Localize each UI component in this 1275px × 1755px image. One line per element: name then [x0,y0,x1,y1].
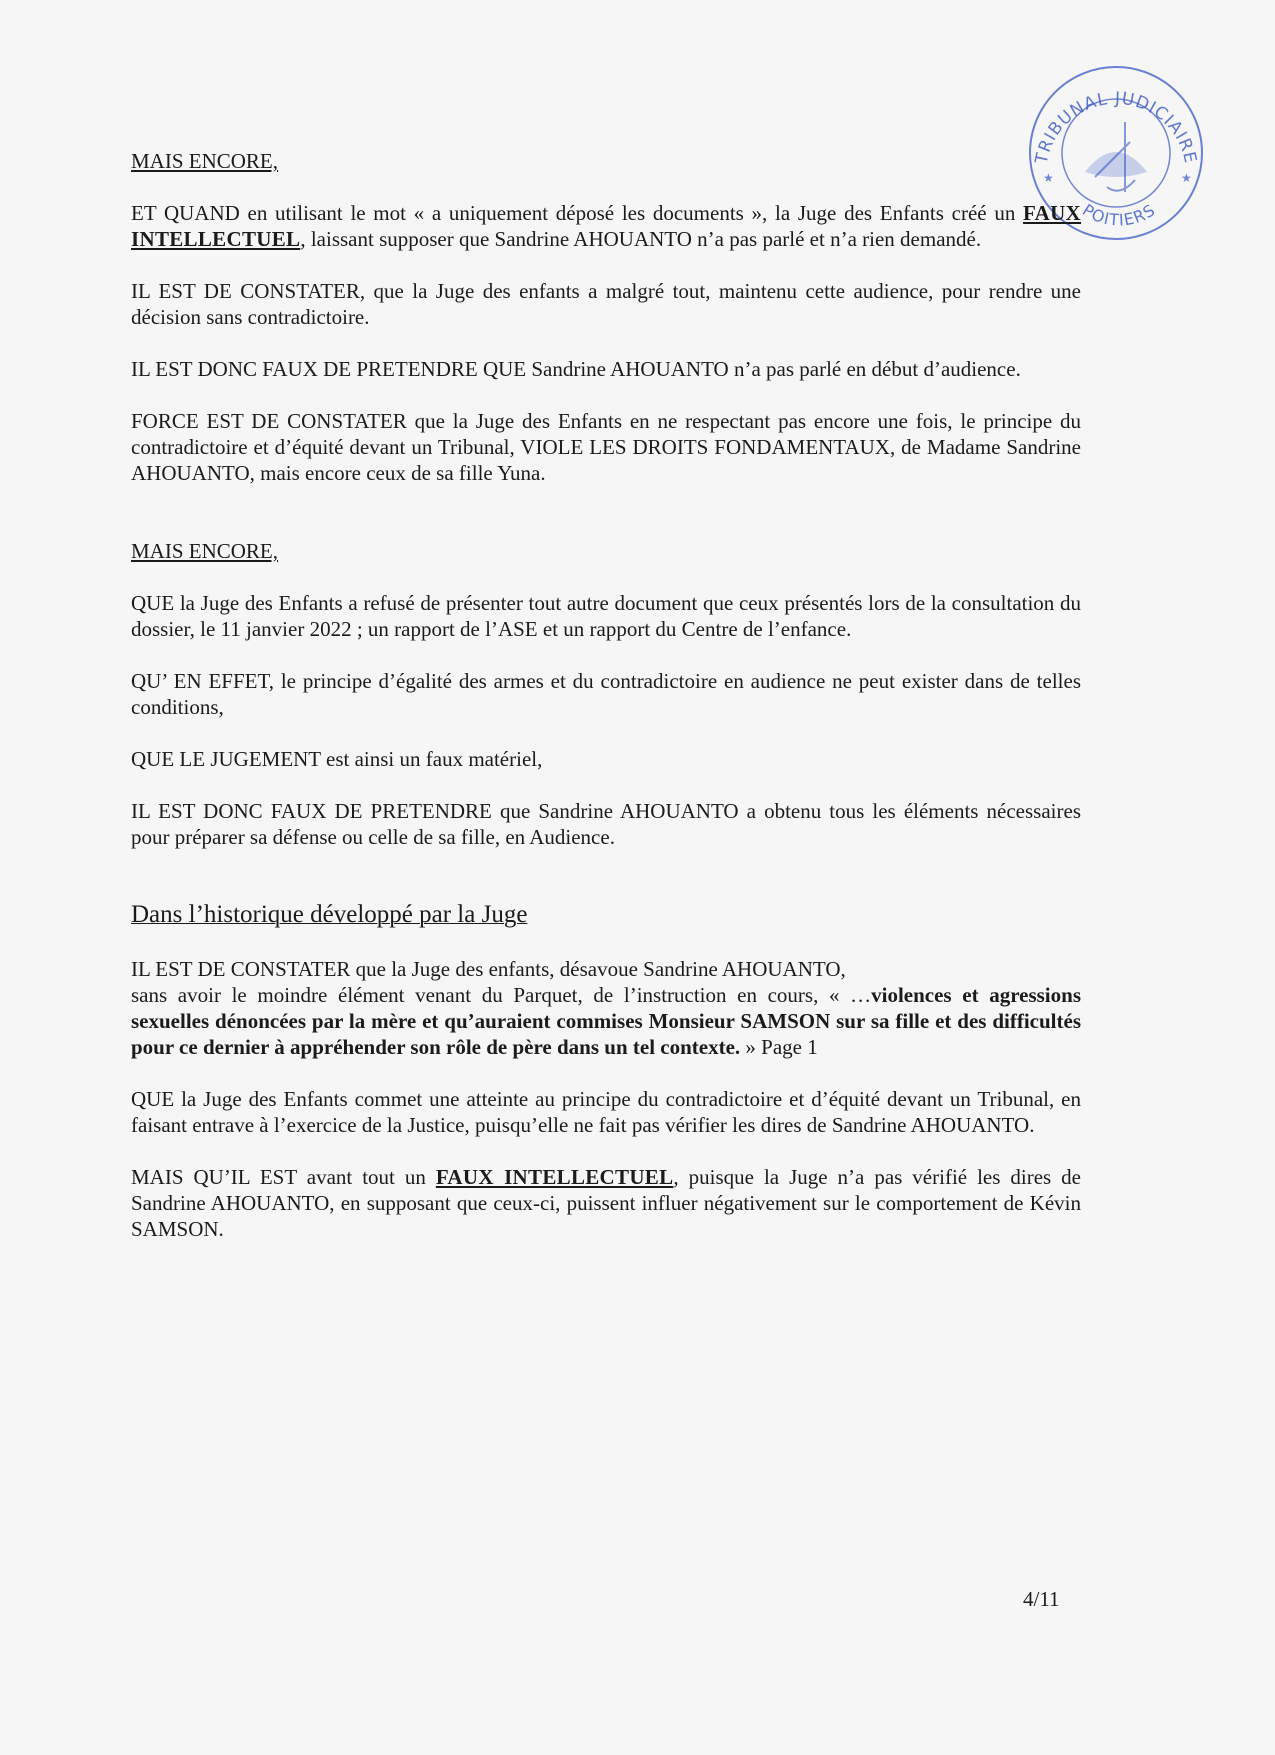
text-segment: , laissant supposer que Sandrine AHOUANTO n’a pas parlé et n’a rien demandé. [300,227,982,251]
paragraph-desavoue [131,956,1081,1060]
paragraph-faux-pretendre-2: IL EST DONC FAUX DE PRETENDRE que Sandrine AHOUANTO a obtenu tous les éléments nécessaires pour préparer sa défense ou celle de sa fille, en Audience. [131,799,1081,849]
stamp-text-top: TRIBUNAL JUDICIAIRE [1031,88,1201,166]
paragraph-faux-intellectuel [131,1164,1081,1242]
stamp-text-bottom: POITIERS [1079,200,1159,230]
stamp-star-left-icon: ★ [1043,171,1054,185]
text-line: IL EST DE CONSTATER que la Juge des enfants, désavoue Sandrine AHOUANTO, [131,957,846,981]
paragraph-refus-documents: QUE la Juge des Enfants a refusé de présenter tout autre document que ceux présentés lors de la consultation du dossier, le 11 janvier 2022 ; un rapport de l’ASE et un rapport du Centre de l’enfance. [131,591,1081,641]
heading-mais-encore-2: MAIS ENCORE, [131,539,279,563]
text-segment: » Page 1 [740,1035,818,1059]
paragraph-force-est: FORCE EST DE CONSTATER que la Juge des Enfants en ne respectant pas encore une fois, le principe du contradictoire et d’équité devant un Tribunal, VIOLE LES DROITS FONDAMENTAUX, de Madame Sandrine AHOUANTO, mais encore ceux de sa fille Yuna. [131,409,1081,485]
paragraph-jugement: QUE LE JUGEMENT est ainsi un faux matériel, [131,747,543,771]
stamp-star-right-icon: ★ [1181,171,1192,185]
emphasis-faux-intellectuel: FAUX INTELLECTUEL [131,201,1081,251]
document-body [131,148,1081,1242]
paragraph-atteinte: QUE la Juge des Enfants commet une atteinte au principe du contradictoire et d’équité devant un Tribunal, en faisant entrave à l’exercice de la Justice, puisqu’elle ne fait pas vérifier les dires de Sandrine AHOUANTO. [131,1087,1081,1137]
emphasis-faux-intellectuel-2: FAUX INTELLECTUEL [435,1165,674,1189]
heading-mais-encore-1: MAIS ENCORE, [131,149,279,173]
paragraph-constater-audience: IL EST DE CONSTATER, que la Juge des enfants a malgré tout, maintenu cette audience, pour rendre une décision sans contradictoire. [131,279,1081,329]
paragraph-faux-pretendre-1: IL EST DONC FAUX DE PRETENDRE QUE Sandrine AHOUANTO n’a pas parlé en début d’audience. [131,357,1021,381]
page-number: 4/11 [1023,1587,1060,1611]
quoted-bold: violences et agressions sexuelles dénoncées par la mère et qu’auraient commises Monsieur SAMSON sur sa fille et des difficultés pour ce dernier à appréhender son rôle de père dans un tel contexte. [131,983,1081,1059]
paragraph-et-quand [131,200,1081,252]
svg-text:POITIERS [1079,200,1159,229]
section-title: Dans l’historique développé par la Juge [131,901,528,928]
text-segment: , puisque la Juge n’a pas vérifié les dires de Sandrine AHOUANTO, en supposant que ceux-ci, puissent influer négativement sur le comportement de Kévin SAMSON. [131,1165,1082,1241]
text-segment: MAIS QU’IL EST avant tout un [131,1165,436,1189]
text-segment: ET QUAND en utilisant le mot « a uniquement déposé les documents », la Juge des Enfants créé un [131,201,1024,225]
paragraph-en-effet: QU’ EN EFFET, le principe d’égalité des armes et du contradictoire en audience ne peut exister dans de telles conditions, [131,669,1081,719]
text-segment: sans avoir le moindre élément venant du Parquet, de l’instruction en cours, « … [131,983,872,1007]
